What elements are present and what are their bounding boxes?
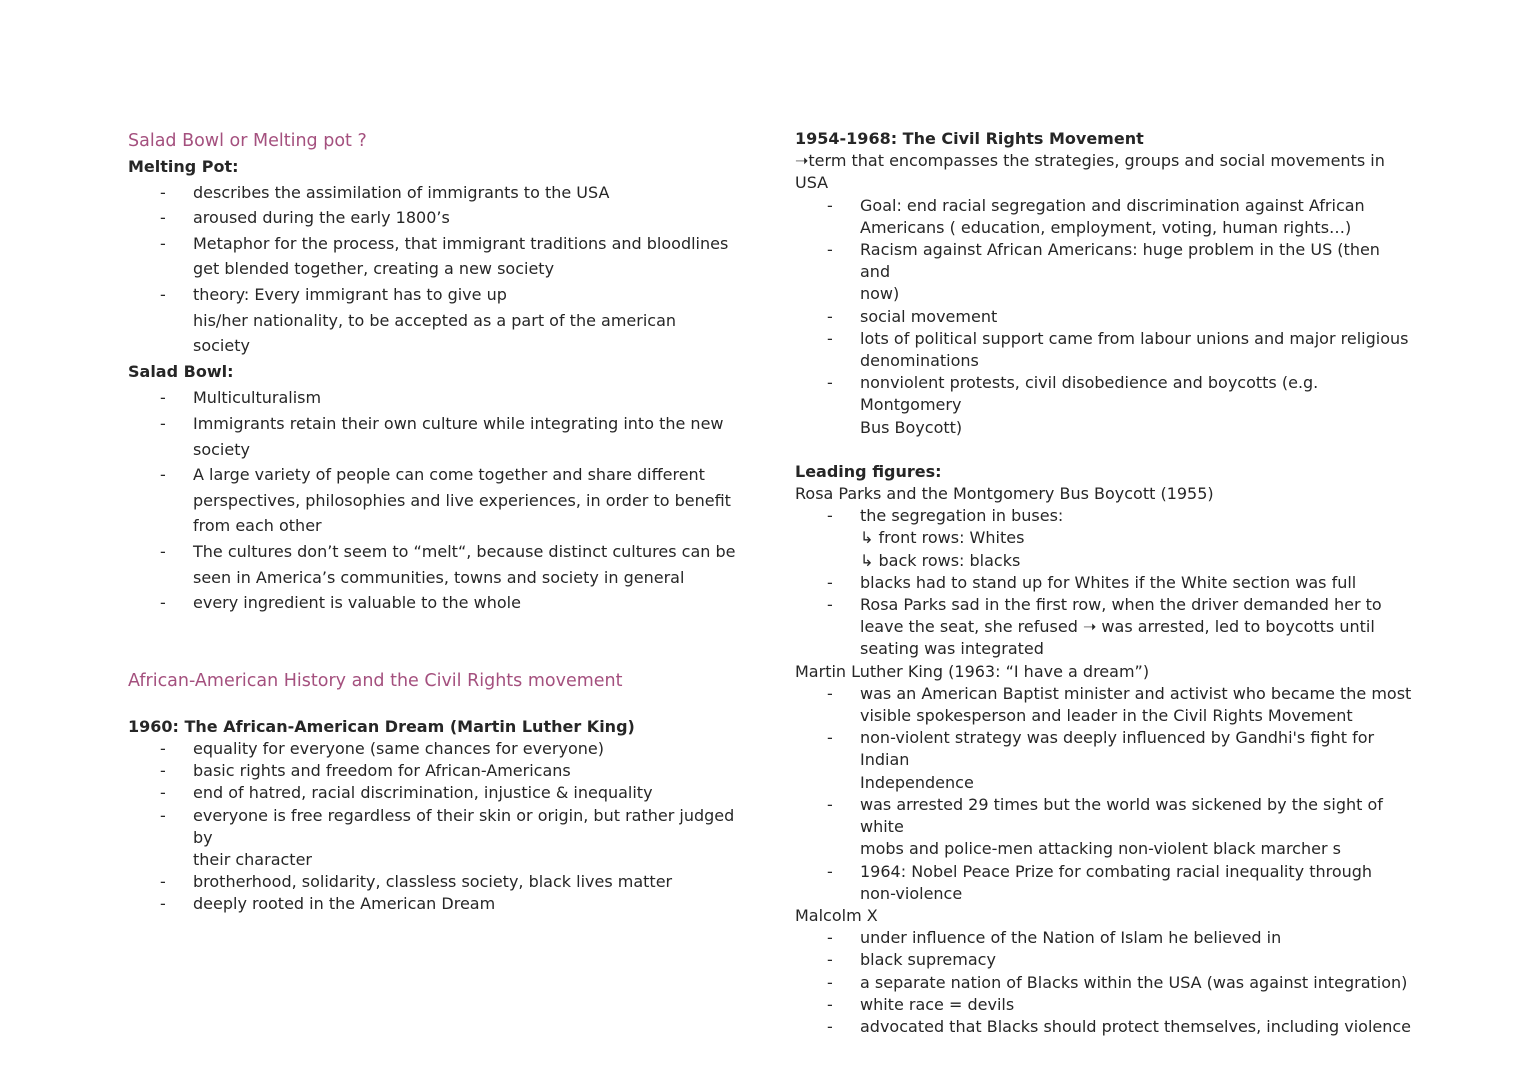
list-item-text: perspectives, philosophies and live experiences, in order to benefit (193, 490, 731, 510)
bullet-dash: - (160, 738, 166, 758)
bullet-dash: - (827, 950, 833, 970)
list-item (795, 861, 1415, 905)
list-item (128, 411, 738, 462)
list-item-text: social movement (860, 306, 998, 326)
list-item-text: seen in America’s communities, towns and society in general (193, 567, 685, 587)
list-item-text: ↳ back rows: blacks (860, 550, 1021, 570)
list-item-text: from each other (193, 516, 322, 536)
list-item (795, 683, 1415, 727)
list-item (128, 231, 738, 282)
list-item-text: brotherhood, solidarity, classless society, black lives matter (193, 872, 673, 892)
melting-pot-title: Melting Pot: (128, 157, 239, 176)
list-item (795, 195, 1415, 239)
list-item-text: Metaphor for the process, that immigrant traditions and bloodlines (193, 233, 729, 253)
list-item-text: non-violence (860, 883, 963, 903)
bullet-dash: - (160, 894, 166, 914)
list-item-text: was an American Baptist minister and activist who became the most (860, 683, 1412, 703)
list-item-text: Multiculturalism (193, 388, 322, 408)
list-item-text: ↳ front rows: Whites (860, 528, 1025, 548)
list-item (795, 239, 1415, 306)
list-item-text: The cultures don’t seem to “melt“, because distinct cultures can be (193, 541, 736, 561)
bullet-dash: - (160, 284, 166, 304)
list-item (128, 871, 738, 893)
bullet-dash: - (827, 328, 833, 348)
history-heading: African-American History and the Civil Rights movement (128, 670, 623, 691)
bullet-dash: - (827, 994, 833, 1014)
list-item (128, 462, 738, 539)
right-column (795, 128, 1415, 1038)
movement-title: 1954-1968: The Civil Rights Movement (795, 129, 1144, 148)
list-item-text: equality for everyone (same chances for everyone) (193, 738, 604, 758)
bullet-dash: - (827, 306, 833, 326)
list-item (795, 972, 1415, 994)
list-item (128, 782, 738, 804)
list-item (795, 372, 1415, 439)
dream-list (128, 738, 738, 916)
melting-pot-list (128, 180, 738, 359)
list-item-text: their character (193, 849, 312, 869)
list-item-text: blacks had to stand up for Whites if the White section was full (860, 572, 1357, 592)
list-item (128, 385, 738, 411)
dream-title: 1960: The African-American Dream (Martin Luther King) (128, 716, 635, 736)
list-item (795, 306, 1415, 328)
bullet-dash: - (827, 1016, 833, 1036)
list-item-text: denominations (860, 351, 979, 371)
list-item-text: now) (860, 284, 900, 304)
list-item (128, 760, 738, 782)
list-item-text: everyone is free regardless of their skin or origin, but rather judged by (193, 805, 735, 847)
bullet-dash: - (160, 182, 166, 202)
list-item-text: basic rights and freedom for African-Americans (193, 761, 571, 781)
bullet-dash: - (160, 593, 166, 613)
bullet-dash: - (827, 373, 833, 393)
list-item-text: under influence of the Nation of Islam he believed in (860, 928, 1282, 948)
bullet-dash: - (827, 595, 833, 615)
bullet-dash: - (827, 794, 833, 814)
list-item (795, 505, 1415, 572)
bullet-dash: - (827, 506, 833, 526)
list-item (128, 893, 738, 915)
list-item-text: visible spokesperson and leader in the Civil Rights Movement (860, 706, 1353, 726)
list-item-text: Goal: end racial segregation and discrimination against African (860, 195, 1365, 215)
list-item-text: deeply rooted in the American Dream (193, 894, 496, 914)
list-item (128, 205, 738, 231)
list-item-text: Independence (860, 772, 974, 792)
bullet-dash: - (160, 872, 166, 892)
list-item (128, 180, 738, 206)
list-item-text: lots of political support came from labour unions and major religious (860, 328, 1409, 348)
list-item-text: aroused during the early 1800’s (193, 208, 450, 228)
bullet-dash: - (160, 541, 166, 561)
list-item-text: end of hatred, racial discrimination, injustice & inequality (193, 783, 653, 803)
bullet-dash: - (827, 728, 833, 748)
list-item-text: seating was integrated (860, 639, 1044, 659)
list-item (128, 738, 738, 760)
bullet-dash: - (160, 208, 166, 228)
rosa-parks-heading: Rosa Parks and the Montgomery Bus Boycott (1955) (795, 484, 1214, 504)
bullet-dash: - (160, 233, 166, 253)
list-item-text: the segregation in buses: (860, 506, 1064, 526)
list-item (128, 805, 738, 872)
bullet-dash: - (827, 195, 833, 215)
list-item-text: A large variety of people can come together and share different (193, 465, 705, 485)
list-item-text: was arrested 29 times but the world was sickened by the sight of white (860, 794, 1383, 837)
list-item (795, 949, 1415, 971)
bullet-dash: - (160, 413, 166, 433)
list-item-text: a separate nation of Blacks within the USA (was against integration) (860, 972, 1408, 992)
movement-list (795, 195, 1415, 439)
salad-bowl-list (128, 385, 738, 615)
malcolm-x-list (795, 927, 1415, 1038)
list-item-text: every ingredient is valuable to the whole (193, 593, 521, 613)
mlk-list (795, 683, 1415, 905)
bullet-dash: - (827, 972, 833, 992)
movement-intro: ➝term that encompasses the strategies, groups and social movements in USA (795, 151, 1385, 193)
list-item (128, 282, 738, 359)
malcolm-x-heading: Malcolm X (795, 905, 878, 925)
list-item-text: leave the seat, she refused ➝ was arrested, led to boycotts until (860, 617, 1375, 637)
list-item-text: Immigrants retain their own culture while integrating into the new (193, 413, 724, 433)
list-item (795, 794, 1415, 861)
bullet-dash: - (160, 388, 166, 408)
list-item (795, 994, 1415, 1016)
list-item-text: Racism against African Americans: huge problem in the US (then and (860, 240, 1380, 282)
salad-bowl-title: Salad Bowl: (128, 361, 234, 381)
list-item (795, 1016, 1415, 1038)
left-column (128, 128, 738, 916)
list-item (128, 539, 738, 590)
list-item-text: nonviolent protests, civil disobedience and boycotts (e.g. Montgomery (860, 373, 1319, 415)
list-item-text: 1964: Nobel Peace Prize for combating racial inequality through (860, 861, 1373, 881)
bullet-dash: - (827, 240, 833, 260)
bullet-dash: - (827, 861, 833, 881)
bullet-dash: - (827, 683, 833, 703)
list-item-text: non-violent strategy was deeply influenced by Gandhi's fight for Indian (860, 728, 1375, 770)
list-item-text: Rosa Parks sad in the first row, when the driver demanded her to (860, 595, 1382, 615)
bullet-dash: - (160, 465, 166, 485)
salad-bowl-heading: Salad Bowl or Melting pot ? (128, 131, 367, 151)
list-item-text: white race = devils (860, 994, 1015, 1014)
bullet-dash: - (827, 928, 833, 948)
list-item-text: theory: Every immigrant has to give up (193, 284, 507, 304)
list-item (795, 594, 1415, 661)
list-item-text: his/her nationality, to be accepted as a part of the american society (193, 310, 677, 356)
rosa-parks-list (795, 505, 1415, 660)
list-item-text: Bus Boycott) (860, 417, 963, 437)
list-item-text: Americans ( education, employment, voting, human rights…) (860, 217, 1352, 237)
list-item-text: get blended together, creating a new society (193, 259, 555, 279)
bullet-dash: - (827, 572, 833, 592)
list-item-text: black supremacy (860, 950, 996, 970)
bullet-dash: - (160, 783, 166, 803)
list-item (795, 727, 1415, 794)
list-item-text: describes the assimilation of immigrants to the USA (193, 182, 610, 202)
leading-figures-title: Leading figures: (795, 461, 942, 481)
list-item-text: advocated that Blacks should protect themselves, including violence (860, 1016, 1412, 1036)
list-item (795, 927, 1415, 949)
bullet-dash: - (160, 805, 166, 825)
bullet-dash: - (160, 761, 166, 781)
list-item-text: mobs and police-men attacking non-violent black marcher s (860, 839, 1341, 859)
list-item (795, 328, 1415, 372)
list-item (795, 572, 1415, 594)
list-item (128, 590, 738, 616)
list-item-text: society (193, 439, 250, 459)
mlk-heading: Martin Luther King (1963: “I have a dream”) (795, 661, 1150, 681)
